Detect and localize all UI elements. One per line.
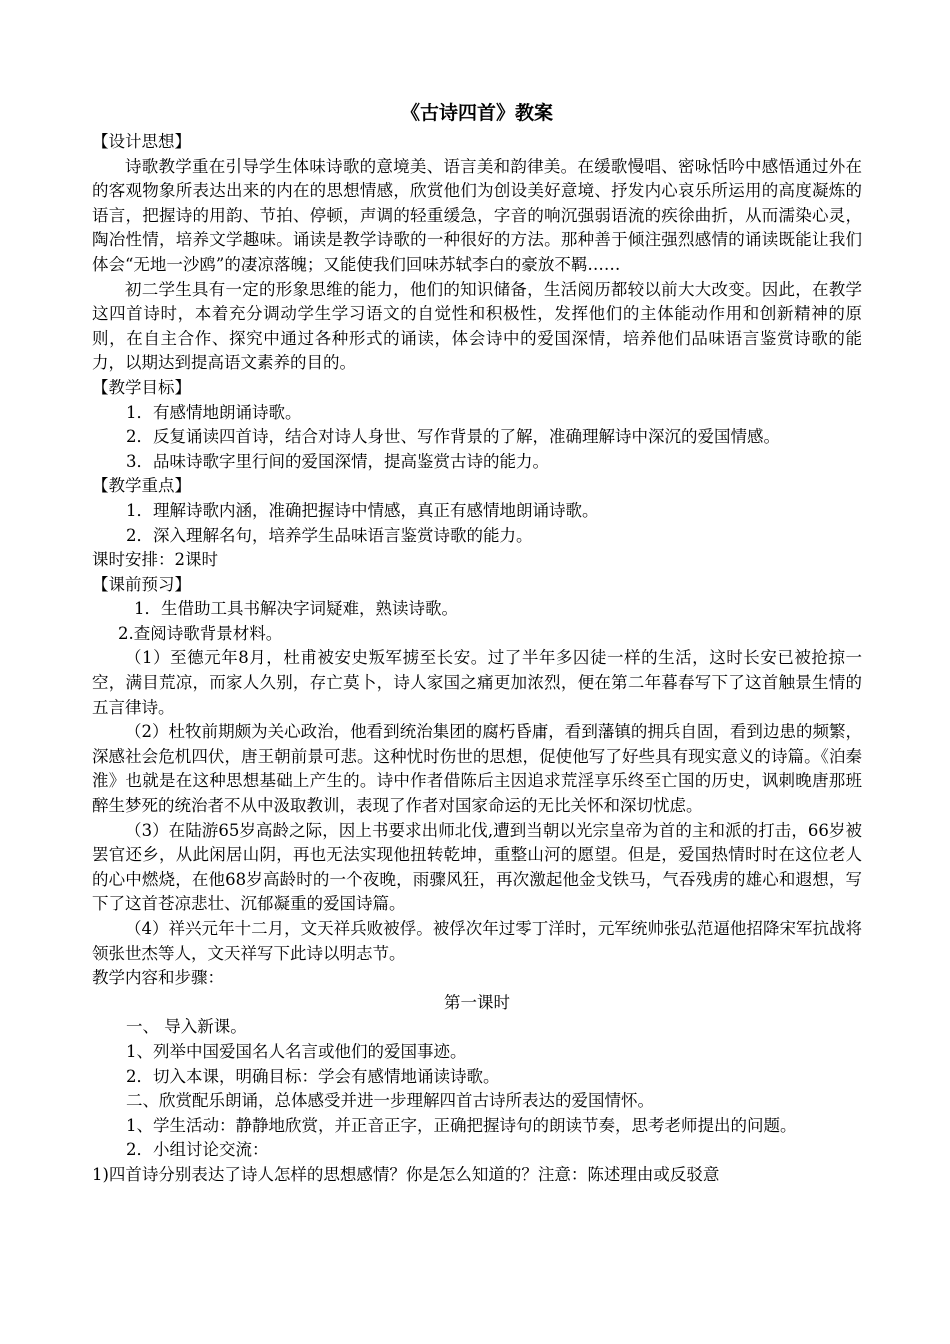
step-heading-1: 一、 导入新课。 bbox=[126, 1017, 247, 1037]
document-page bbox=[92, 96, 862, 1188]
preview-item-1: 1．生借助工具书解决字词疑难，熟读诗歌。 bbox=[134, 599, 458, 619]
section-heading-focus: 【教学重点】 bbox=[92, 476, 191, 496]
preview-item-2: 2.查阅诗歌背景材料。 bbox=[118, 623, 283, 643]
step-item-1-2: 2．切入本课，明确目标：学会有感情地诵读诗歌。 bbox=[126, 1066, 500, 1086]
design-paragraph-2: 初二学生具有一定的形象思维的能力，他们的知识储备，生活阅历都较以前大大改变。因此，在教学这四首诗时，本着充分调动学生学习语文的自觉性和积极性，发挥他们的主体能动作用和创新精神的原则，在自主合作、探究中通过各种形式的诵读，体会诗中的爱国深情，培养他们品味语言鉴赏诗歌的能力，以期达到提高语文素养的目的。 bbox=[92, 279, 862, 373]
focus-item-1: 1．理解诗歌内涵，准确把握诗中情感，真正有感情地朗诵诗歌。 bbox=[126, 500, 599, 520]
background-paragraph-1: （1）至德元年8月，杜甫被安史叛军掳至长安。过了半年多囚徒一样的生活，这时长安已被抢掠一空，满目荒凉，而家人久别，存亡莫卜，诗人家国之痛更加浓烈，便在第二年暮春写下了这首触景生情的五言律诗。 bbox=[92, 648, 862, 717]
step-item-2-1: 1、学生活动：静静地欣赏，并正音正字，正确把握诗句的朗读节奏，思考老师提出的问题。 bbox=[126, 1115, 797, 1135]
step-item-2-2: 2．小组讨论交流： bbox=[126, 1140, 269, 1160]
lesson-heading: 第一课时 bbox=[444, 992, 510, 1012]
background-paragraph-2: （2）杜牧前期颇为关心政治，他看到统治集团的腐朽昏庸，看到藩镇的拥兵自固，看到边患的频繁，深感社会危机四伏，唐王朝前景可悲。这种忧时伤世的思想，促使他写了好些具有现实意义的诗篇。《泊秦淮》也就是在这种思想基础上产生的。诗中作者借陈后主因追求荒淫享乐终至亡国的历史，讽刺晚唐那班醉生梦死的统治者不从中汲取教训，表现了作者对国家命运的无比关怀和深切忧虑。 bbox=[92, 722, 862, 816]
goal-item-2: 2．反复诵读四首诗，结合对诗人身世、写作背景的了解，准确理解诗中深沉的爱国情感。 bbox=[126, 427, 780, 447]
goal-item-1: 1．有感情地朗诵诗歌。 bbox=[126, 402, 302, 422]
step-item-1-1: 1、列举中国爱国名人名言或他们的爱国事迹。 bbox=[126, 1041, 467, 1061]
step-question-1: 1)四首诗分别表达了诗人怎样的思想感情？你是怎么知道的？注意：陈述理由或反驳意 bbox=[92, 1164, 720, 1184]
background-paragraph-3: （3）在陆游65岁高龄之际，因上书要求出师北伐,遭到当朝以光宗皇帝为首的主和派的打击，66岁被罢官还乡，从此闲居山阴，再也无法实现他扭转乾坤，重整山河的愿望。但是，爱国热情时时在这位老人的心中燃烧，在他68岁高龄时的一个夜晚，雨骤风狂，再次激起他金戈铁马，气吞残虏的雄心和遐想，写下了这首苍凉悲壮、沉郁凝重的爱国诗篇。 bbox=[92, 820, 862, 914]
document-title: 《古诗四首》教案 bbox=[400, 102, 553, 124]
background-paragraph-4: （4）祥兴元年十二月，文天祥兵败被俘。被俘次年过零丁洋时，元军统帅张弘范逼他招降宋军抗战将领张世杰等人，文天祥写下此诗以明志节。 bbox=[92, 919, 862, 963]
section-heading-design: 【设计思想】 bbox=[92, 132, 191, 151]
focus-item-2: 2．深入理解名句，培养学生品味语言鉴赏诗歌的能力。 bbox=[126, 525, 533, 545]
section-heading-preview: 【课前预习】 bbox=[92, 574, 191, 594]
section-heading-goals: 【教学目标】 bbox=[92, 377, 191, 397]
content-heading: 教学内容和步骤： bbox=[92, 968, 224, 988]
step-heading-2: 二、欣赏配乐朗诵，总体感受并进一步理解四首古诗所表达的爱国情怀。 bbox=[126, 1091, 654, 1111]
design-paragraph-1: 诗歌教学重在引导学生体味诗歌的意境美、语言美和韵律美。在缓歌慢唱、密咏恬吟中感悟通过外在的客观物象所表达出来的内在的思想情感，欣赏他们为创设美好意境、抒发内心哀乐所运用的高度凝炼的语言，把握诗的用韵、节拍、停顿，声调的轻重缓急，字音的响沉强弱语流的疾徐曲折，从而濡染心灵，陶冶性情，培养文学趣味。诵读是教学诗歌的一种很好的方法。那种善于倾注强烈感情的诵读既能让我们体会“无地一沙鸥”的凄凉落魄；又能使我们回味苏轼李白的豪放不羁…… bbox=[92, 156, 862, 274]
schedule-line: 课时安排：2课时 bbox=[92, 550, 218, 570]
goal-item-3: 3．品味诗歌字里行间的爱国深情，提高鉴赏古诗的能力。 bbox=[126, 451, 549, 471]
